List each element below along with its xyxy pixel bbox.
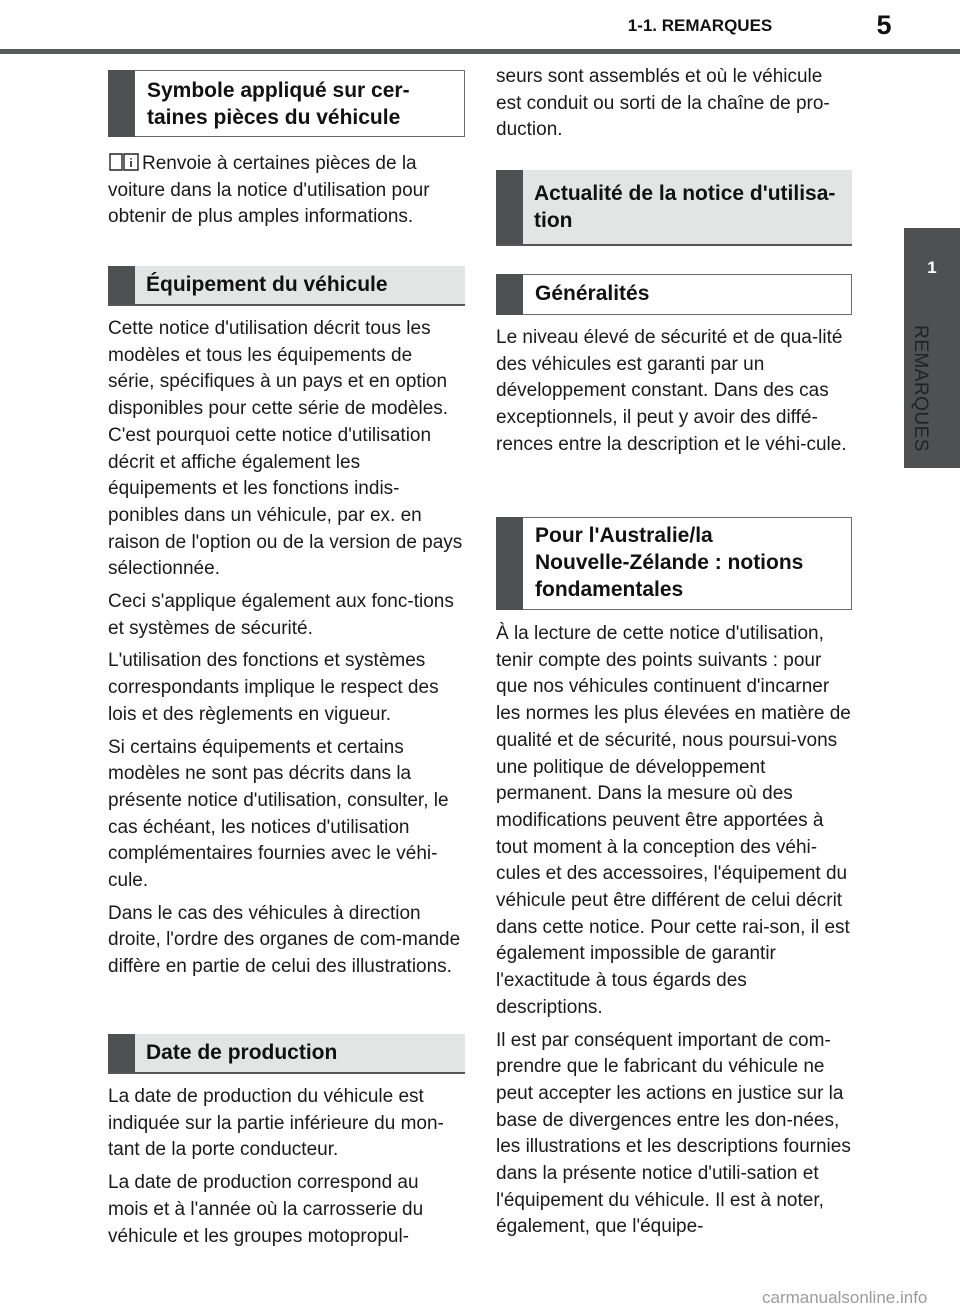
heading-date-text: Date de production <box>146 1041 338 1064</box>
heading-symbol <box>108 70 465 137</box>
equipment-section <box>108 316 463 987</box>
header-rule <box>0 49 960 54</box>
heading-bar <box>108 266 135 304</box>
heading-actualite <box>496 170 852 246</box>
heading-generalites-text: Généralités <box>535 282 650 305</box>
equipment-paragraph-5: Dans le cas des véhicules à direction droite, l'ordre des organes de com-mande diffère en partie de celui des illustrations. <box>108 902 461 978</box>
generalites-paragraph-1: Le niveau élevé de sécurité et de qua-lité des véhicules est garanti par un développement constant. Dans des cas exceptionnels, il peut y avoir des diffé-rences entre la description et le véhi-cule. <box>496 327 847 455</box>
heading-equipment <box>108 266 465 306</box>
chapter-label: REMARQUES <box>910 325 931 452</box>
date-paragraph-1: La date de production du véhicule est indiquée sur la partie inférieure du mon-tant de la porte conducteur. <box>108 1086 444 1161</box>
equipment-paragraph-2: Ceci s'applique également aux fonc-tions et systèmes de sécurité. <box>108 591 454 639</box>
heading-bar <box>496 274 523 315</box>
symbol-text: Renvoie à certaines pièces de la voiture dans la notice d'utilisation pour obtenir de plus amples informations. <box>108 153 430 228</box>
symbol-paragraph <box>108 151 460 237</box>
heading-bar <box>496 170 523 244</box>
heading-australie <box>496 517 852 610</box>
heading-equipment-text: Équipement du véhicule <box>146 273 388 296</box>
heading-date <box>108 1034 465 1074</box>
heading-actualite-text: Actualité de la notice d'utilisa- tion <box>534 182 836 232</box>
chapter-number: 1 <box>927 258 937 277</box>
australie-section <box>496 621 852 1247</box>
heading-symbol-text: Symbole appliqué sur cer- taines pièces du véhicule <box>147 79 410 129</box>
australie-paragraph-1: À la lecture de cette notice d'utilisation, tenir compte des points suivants : pour que nos véhicules continuent d'incarner les normes les plus élevées en matière de qualité et de sécurité, nous poursui-vons une politique de développement permanent. Dans la mesure où des modifications peuvent être apportées à tout moment à la conception des véhi-cules et des accessoires, l'équipement du véhicule peut être différent de celui décrit dans cette notice. Pour cette rai-son, il est également impossible de garantir l'exactitude à tous égards des descriptions. <box>496 623 851 1018</box>
date-section <box>108 1084 463 1256</box>
heading-bar <box>496 517 523 610</box>
date-paragraph-2: La date de production correspond au mois et à l'année où la carrosserie du véhicule et les groupes motopropul- <box>108 1172 424 1247</box>
generalites-section <box>496 325 850 465</box>
date-paragraph-2-continued: seurs sont assemblés et où le véhicule est conduit ou sorti de la chaîne de pro-duction. <box>496 66 830 141</box>
heading-australie-text: Pour l'Australie/la Nouvelle-Zélande : notions fondamentales <box>535 524 804 601</box>
equipment-paragraph-3: L'utilisation des fonctions et systèmes correspondants implique le respect des lois et des règlements en vigueur. <box>108 650 439 725</box>
date-continuation <box>496 64 848 150</box>
heading-generalites <box>496 274 852 315</box>
book-info-icon <box>108 152 142 172</box>
page-number: 5 <box>876 10 892 40</box>
watermark: carmanualsonline.info <box>762 1288 928 1307</box>
equipment-paragraph-1: Cette notice d'utilisation décrit tous les modèles et tous les équipements de série, spécifiques à un pays et en option disponibles pour cette série de modèles. C'est pourquoi cette notice d'utilisation décrit et affiche également les équipements et les fonctions indis-ponibles dans un véhicule, par ex. en raison de l'option ou de la version de pays sélectionnée. <box>108 318 463 580</box>
equipment-paragraph-4: Si certains équipements et certains modèles ne sont pas décrits dans la présente notice d'utilisation, consulter, le cas échéant, les notices d'utilisation complémentaires fournies avec le véhi-cule. <box>108 736 449 892</box>
heading-bar <box>108 1034 135 1072</box>
section-title: 1-1. REMARQUES <box>627 16 773 35</box>
heading-bar <box>108 70 135 137</box>
australie-paragraph-2: Il est par conséquent important de com-prendre que le fabricant du véhicule ne peut accepter les actions en justice sur la base de divergences entre les don-nées, les illustrations et les descriptions fournies dans la présente notice d'utili-sation et l'équipement du véhicule. Il est à noter, également, que l'équipe- <box>496 1029 851 1238</box>
